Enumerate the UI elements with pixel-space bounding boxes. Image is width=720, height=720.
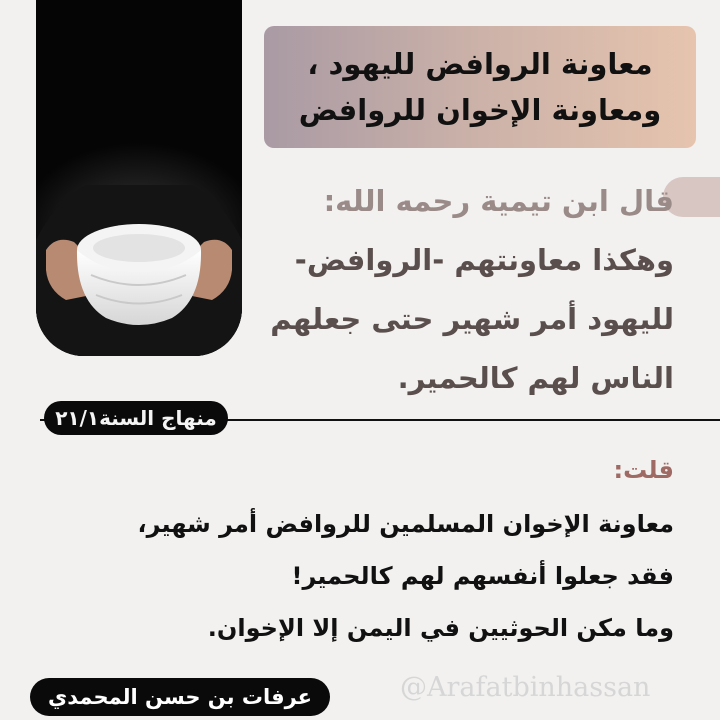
comment-line: وما مكن الحوثيين في اليمن إلا الإخوان. (207, 614, 674, 642)
quote-line: وهكذا معاونتهم -الروافض- (294, 243, 674, 277)
hands-holding-cloth-image (36, 0, 242, 356)
source-badge: منهاج السنة٢١/١ (44, 401, 228, 435)
comment-line: فقد جعلوا أنفسهم لهم كالحمير! (291, 562, 674, 590)
comment-line: معاونة الإخوان المسلمين للروافض أمر شهير، (137, 510, 674, 538)
quote-line: الناس لهم كالحمير. (397, 361, 674, 395)
title-box (264, 26, 696, 148)
watermark-handle: @Arafatbinhassan (400, 672, 651, 703)
quote-block (258, 172, 674, 408)
quote-line: لليهود أمر شهير حتى جعلهم (270, 302, 674, 336)
author-badge: عرفات بن حسن المحمدي (30, 678, 330, 716)
title-line-2: ومعاونة الإخوان للروافض (298, 93, 662, 127)
quote-author-line: قال ابن تيمية رحمه الله: (323, 184, 674, 218)
photo-panel (36, 0, 242, 356)
title-line-1: معاونة الروافض لليهود ، (307, 47, 653, 81)
comment-label: قلت: (613, 456, 674, 484)
comment-block (137, 498, 674, 654)
